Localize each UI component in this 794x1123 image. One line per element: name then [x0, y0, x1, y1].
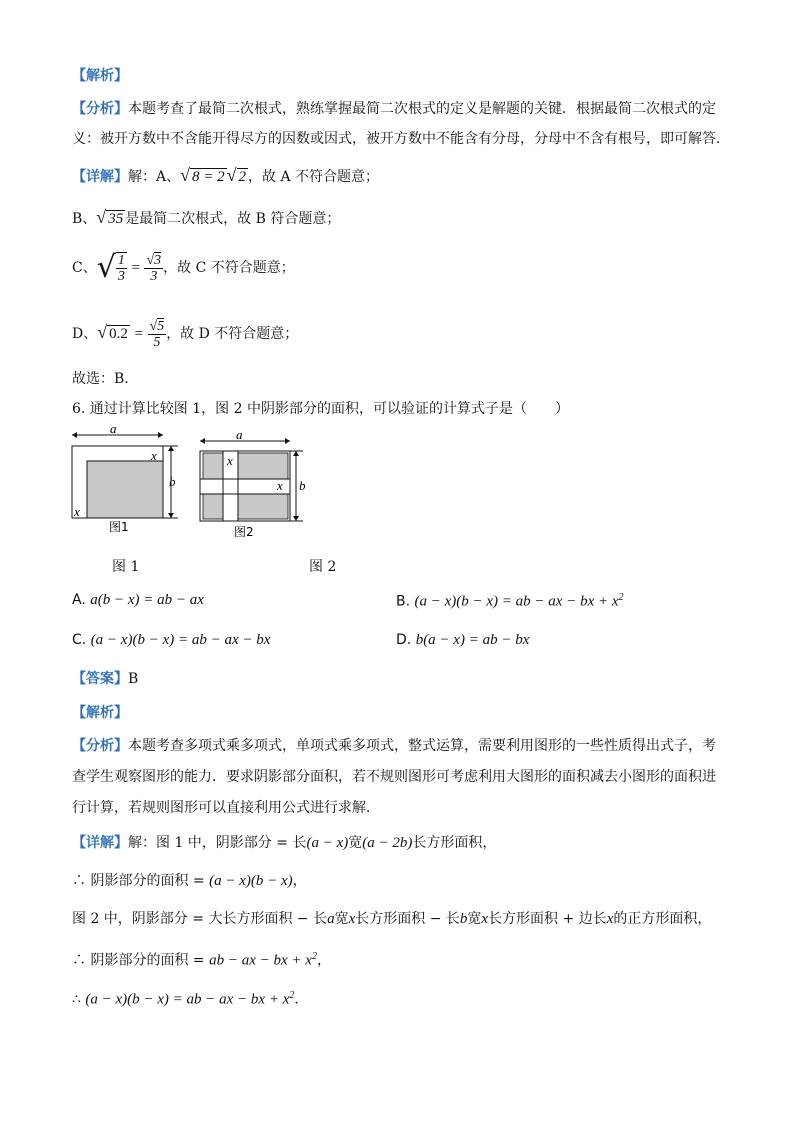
figure-2-caption	[309, 556, 336, 576]
figure-1-and-2	[66, 427, 326, 545]
detail-c-prefix: C、	[72, 260, 97, 276]
fenxi-tag: 【分析】	[72, 101, 128, 117]
q5-choose	[72, 369, 734, 389]
xiangjie-tag: 【详解】	[72, 169, 128, 185]
shaded-rect-br	[238, 494, 288, 519]
option-c[interactable]	[72, 632, 270, 649]
answer-value: B	[128, 671, 139, 687]
label-x-top: x	[151, 448, 157, 463]
sqrt-8-expr: √ 8 = 2 √ 2	[180, 165, 247, 185]
math-expr: ab − ax − bx + x	[209, 952, 312, 969]
label-x-strip: x	[227, 453, 233, 468]
figure-2-inner-caption: 图2	[234, 525, 254, 539]
answer-tag: 【答案】	[72, 671, 128, 687]
option-b[interactable]	[396, 592, 624, 611]
sqrt-35-expr: √ 35	[96, 207, 124, 227]
detail-text: 宽	[467, 911, 482, 927]
label-b: b	[169, 474, 176, 489]
xiangjie-tag: 【详解】	[72, 835, 128, 851]
detail-text: 的正方形面积，	[613, 911, 712, 927]
sqrt-0.2-expr: √ 0.2 =	[97, 322, 148, 342]
radicand: 8 = 2	[192, 169, 225, 185]
detail-b-suffix: 是最简二次根式，故 B 符合题意；	[125, 211, 341, 227]
detail-text: ．	[294, 991, 309, 1008]
figure-1-inner-caption: 图1	[109, 520, 129, 534]
detail-b-prefix: B、	[72, 211, 97, 227]
fraction-sqrt3-3: $\frac{√3}{3}$	[146, 252, 162, 284]
q5-detail-d	[72, 312, 734, 356]
figure-1	[72, 427, 178, 534]
radicand: 2	[238, 169, 247, 185]
label-a: a	[236, 427, 243, 442]
fenxi-tag: 【分析】	[72, 738, 128, 754]
option-text: a(b − x) = ab − ax	[90, 592, 204, 608]
math-expr: (a − x)(b − x) = ab − ax − bx + x	[85, 991, 290, 1008]
label-b: b	[299, 478, 306, 493]
radicand: 35	[108, 211, 124, 227]
math-expr: a	[327, 911, 335, 927]
detail-a-suffix: ，故 A 不符合题意；	[248, 169, 380, 185]
q6-detail-5	[72, 986, 734, 1010]
label-x-left: x	[74, 504, 80, 519]
q6-detail-3	[72, 909, 734, 929]
label-x-strip: x	[277, 478, 283, 493]
analysis-tag: 【解析】	[72, 705, 128, 721]
math-expr: x	[606, 911, 614, 927]
q6-fenxi-line1	[72, 736, 734, 756]
q5-analysis-heading	[72, 66, 734, 86]
option-label: D.	[396, 632, 412, 648]
detail-text: 宽	[348, 835, 363, 851]
question-stem: 6. 通过计算比较图 1，图 2 中阴影部分的面积，可以验证的计算式子是（ ）	[72, 401, 569, 417]
fenxi-text: 本题考查多项式乘多项式，单项式乘多项式，整式运算，需要利用图形的一些性质得出式子，考	[128, 738, 716, 754]
fenxi-text: 义：被开方数中不含能开得尽方的因数或因式，被开方数中不能含有分母，分母中不含有根号，即可解答．	[72, 131, 730, 147]
shaded-rect-1	[87, 461, 163, 518]
option-text: (a − x)(b − x) = ab − ax − bx	[90, 632, 271, 648]
q5-fenxi-line1	[72, 99, 734, 119]
option-a[interactable]	[72, 592, 204, 609]
q6-stem	[72, 399, 734, 419]
option-label: B.	[396, 593, 411, 610]
numerator: 3	[154, 252, 162, 268]
q6-fenxi-line2	[72, 767, 734, 787]
option-text: (a − x)(b − x) = ab − ax − bx + x	[414, 593, 619, 610]
q6-answer	[72, 669, 734, 689]
q5-detail-a	[72, 165, 734, 187]
q6-fenxi-line3	[72, 798, 734, 818]
numerator: 5	[157, 318, 165, 334]
fraction-1-3	[116, 252, 127, 284]
q6-detail-4	[72, 947, 734, 971]
detail-text: 宽	[334, 911, 349, 927]
option-d[interactable]	[396, 632, 529, 649]
exponent: 2	[289, 990, 295, 1001]
detail-d-prefix: D、	[72, 326, 98, 342]
shaded-rect-tr	[238, 453, 288, 479]
math-expr: x	[481, 911, 489, 927]
numerator: 1	[117, 253, 125, 268]
q6-detail-2	[72, 871, 734, 891]
detail-text: 解：图 1 中，阴影部分 = 长	[128, 835, 307, 851]
q6-detail-1	[72, 833, 734, 853]
label-a: a	[110, 427, 117, 436]
detail-text: ∴ 阴影部分的面积 =	[72, 873, 210, 889]
detail-text: ∴	[72, 991, 86, 1008]
caption-text: 图 2	[309, 559, 337, 575]
math-expr: x	[348, 911, 356, 927]
fraction-sqrt5-5: $\frac{√5}{5}$	[149, 318, 165, 350]
denominator: 3	[150, 268, 158, 284]
shaded-rect-tl	[203, 453, 223, 479]
q5-detail-c: C、√ $\frac{1}{3}$ = $\frac{√3}{3}$ ，故 C 不符合题意；	[72, 250, 295, 285]
detail-c-suffix: ，故 C 不符合题意；	[163, 260, 295, 276]
choose-text: 故选：B．	[72, 371, 139, 387]
math-expr: b	[459, 911, 468, 927]
figure-2	[200, 427, 306, 539]
q5-detail-b	[72, 207, 734, 229]
detail-text: ，	[292, 873, 307, 889]
fenxi-text: 本题考查了最简二次根式，熟练掌握最简二次根式的定义是解题的关键．根据最简二次根式的定	[128, 101, 716, 117]
detail-text: 长方形面积 + 边长	[488, 911, 607, 927]
denominator: 5	[153, 334, 161, 350]
detail-text: ，	[316, 952, 331, 969]
exponent: 2	[618, 592, 624, 603]
radicand: 0.2	[109, 326, 128, 342]
detail-a-prefix: 解：A、	[128, 169, 181, 185]
q5-fenxi-line2	[72, 129, 734, 149]
shaded-rect-bl	[203, 494, 223, 519]
analysis-tag: 【解析】	[72, 68, 128, 84]
option-text: b(a − x) = ab − bx	[415, 632, 530, 648]
exponent: 2	[311, 951, 317, 962]
detail-d-suffix: ，故 D 不符合题意；	[166, 326, 299, 342]
math-expr: (a − x)(b − x)	[209, 873, 293, 889]
denominator: 3	[117, 269, 125, 284]
math-expr: (a − 2b)	[362, 835, 413, 851]
detail-text: 长方形面积 − 长	[355, 911, 460, 927]
q6-analysis-heading	[72, 703, 734, 723]
fenxi-text: 查学生观察图形的能力．要求阴影部分面积，若不规则图形可考虑利用大图形的面积减去小图形的面积进	[72, 769, 716, 785]
detail-text: ∴ 阴影部分的面积 =	[72, 952, 210, 969]
option-label: C.	[72, 632, 87, 648]
detail-text: 长方形面积，	[412, 835, 497, 851]
option-label: A.	[72, 592, 86, 608]
detail-text: 图 2 中，阴影部分 = 大长方形面积 − 长	[72, 911, 328, 927]
figure-1-caption	[112, 556, 139, 576]
fenxi-text: 行计算，若规则图形可以直接利用公式进行求解．	[72, 800, 380, 816]
caption-text: 图 1	[112, 559, 140, 575]
math-expr: (a − x)	[306, 835, 349, 851]
